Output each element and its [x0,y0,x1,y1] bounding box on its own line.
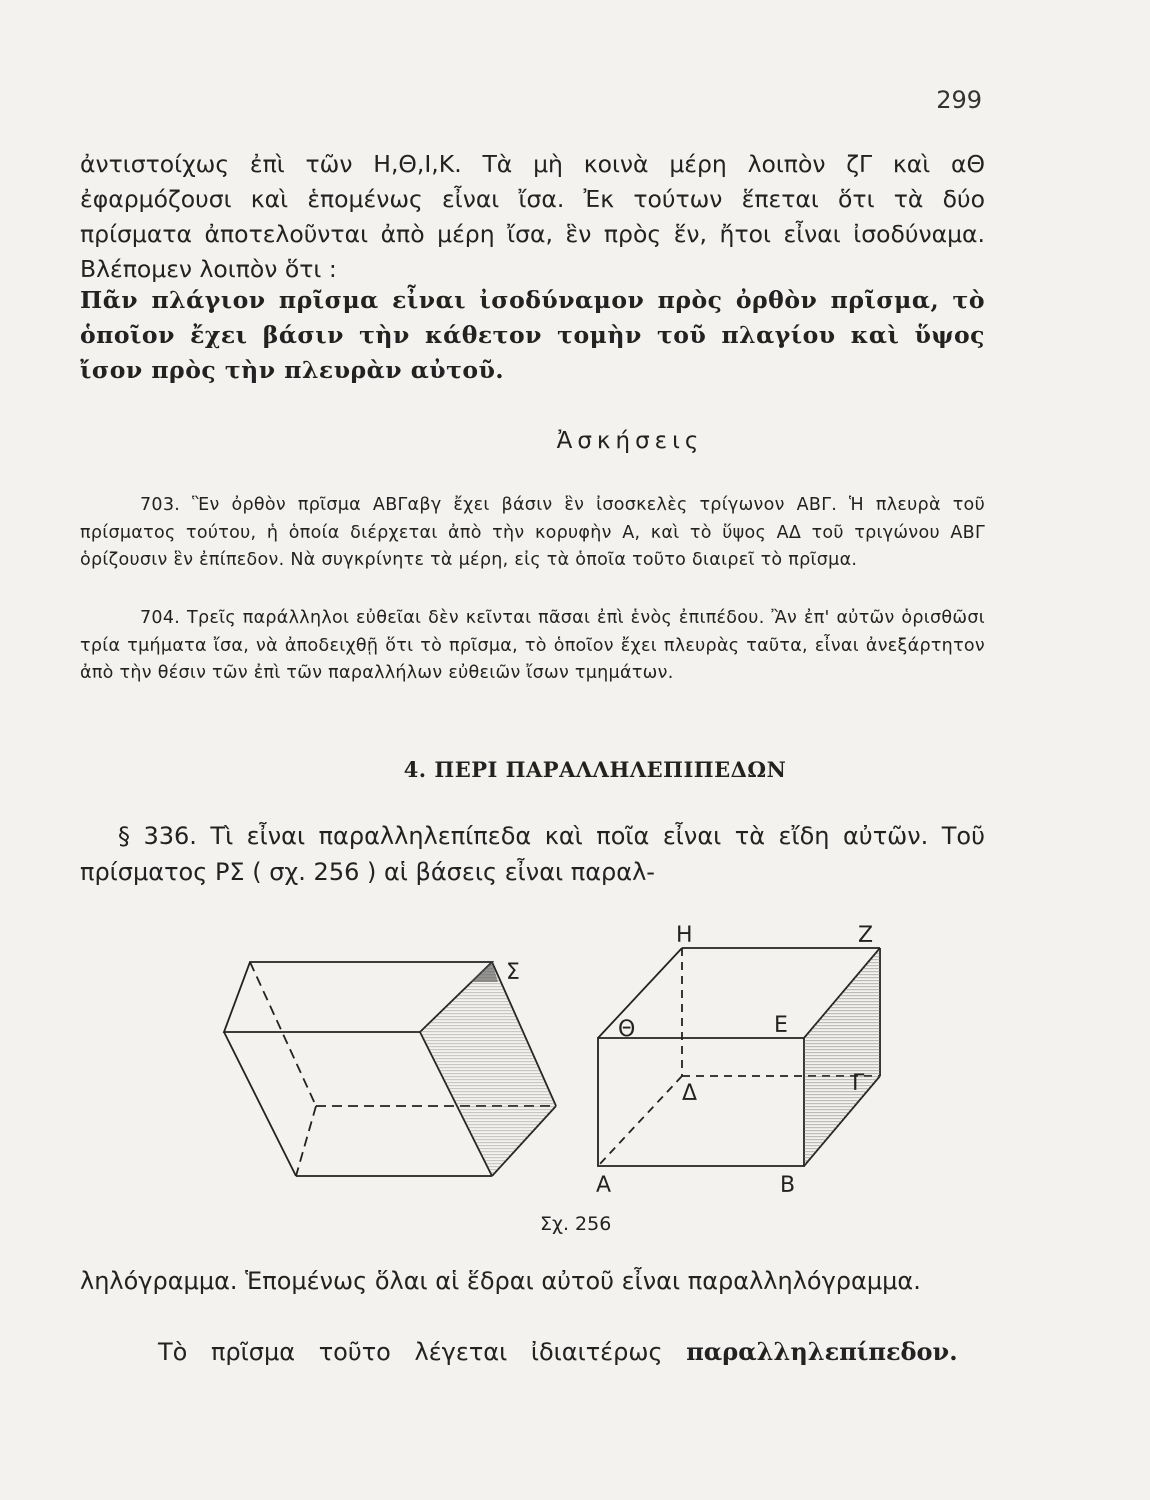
section-336-paragraph: § 336. Τὶ εἶναι παραλληλεπίπεδα καὶ ποῖα εἶναι τὰ εἴδη αὐτῶν. Τοῦ πρίσματος ΡΣ ( σχ. 256 ) αἱ βάσεις εἶναι παραλ- [80,822,985,886]
label-sigma: Σ [506,960,520,985]
oblique-prism-drawing [224,962,556,1176]
term-parallelepiped: παραλληλεπίπεδον. [686,1337,958,1366]
section-title: 4. ΠΕΡΙ ΠΑΡΑΛΛΗΛΕΠΙΠΕΔΩΝ [403,757,787,782]
label-zeta: Ζ [858,923,874,948]
label-gamma: Γ [852,1071,865,1096]
theorem-statement: Πᾶν πλάγιον πρῖσμα εἶναι ἰσοδύναμον πρὸς ὀρθὸν πρῖσμα, τὸ ὁποῖον ἔχει βάσιν τὴν κάθετον τομὴν τοῦ πλαγίου καὶ ὕψος ἴσον πρὸς τὴν πλευρὰν αὐτοῦ. [80,286,985,384]
exercises-heading: Ἀσκήσεις [556,428,704,454]
intro-paragraph: ἀντιστοίχως ἐπὶ τῶν Η,Θ,Ι,Κ. Τὰ μὴ κοινὰ μέρη λοιπὸν ζΓ καὶ αΘ ἐφαρμόζουσι καὶ ἑπομένως εἶναι ἴσα. Ἐκ τούτων ἕπεται ὅτι τὰ δύο πρίσματα ἀποτελοῦνται ἀπὸ μέρη ἴσα, ἓν πρὸς ἕν, ἤτοι εἶναι ἰσοδύναμα. Βλέπομεν λοιπὸν ὅτι : [80,150,985,283]
label-theta: Θ [618,1017,636,1042]
label-beta: Β [780,1173,796,1198]
final-sentence-lead: Τὸ πρῖσμα τοῦτο λέγεται ἰδιαιτέρως [158,1338,663,1366]
after-figure-paragraph: ληλόγραμμα. Ἑπομένως ὅλαι αἱ ἕδραι αὐτοῦ εἶναι παραλληλόγραμμα. [80,1267,921,1295]
figure-256 [0,920,1150,1240]
right-parallelepiped-drawing [598,948,880,1166]
label-delta: Δ [682,1081,698,1106]
parallelepiped-drawings [0,920,1150,1240]
exercise-704: 704. Τρεῖς παράλληλοι εὐθεῖαι δὲν κεῖνται πᾶσαι ἐπὶ ἑνὸς ἐπιπέδου. Ἂν ἐπ' αὐτῶν ὁρισθῶσι τρία τμήματα ἴσα, νὰ ἀποδειχθῇ ὅτι τὸ πρῖσμα, τὸ ὁποῖον ἔχει πλευρὰς ταῦτα, εἶναι ἀνεξάρτητον ἀπὸ τὴν θέσιν τῶν ἐπὶ τῶν παραλλήλων εὐθειῶν ἴσων τμημάτων. [80,608,985,683]
figure-caption: Σχ. 256 [540,1213,612,1235]
label-epsilon: Ε [774,1013,788,1038]
page-number: 299 [936,86,982,114]
final-sentence [80,1334,985,1370]
label-alpha: Α [596,1173,612,1198]
exercise-703: 703. Ἓν ὀρθὸν πρῖσμα ΑΒΓαβγ ἔχει βάσιν ἓν ἰσοσκελὲς τρίγωνον ΑΒΓ. Ἡ πλευρὰ τοῦ πρίσματος τούτου, ἡ ὁποία διέρχεται ἀπὸ τὴν κορυφὴν Α, καὶ τὸ ὕψος ΑΔ τοῦ τριγώνου ΑΒΓ ὁρίζουσιν ἓν ἐπίπεδον. Νὰ συγκρίνητε τὰ μέρη, εἰς τὰ ὁποῖα τοῦτο διαιρεῖ τὸ πρῖσμα. [80,495,985,570]
label-eta: Η [676,923,693,948]
